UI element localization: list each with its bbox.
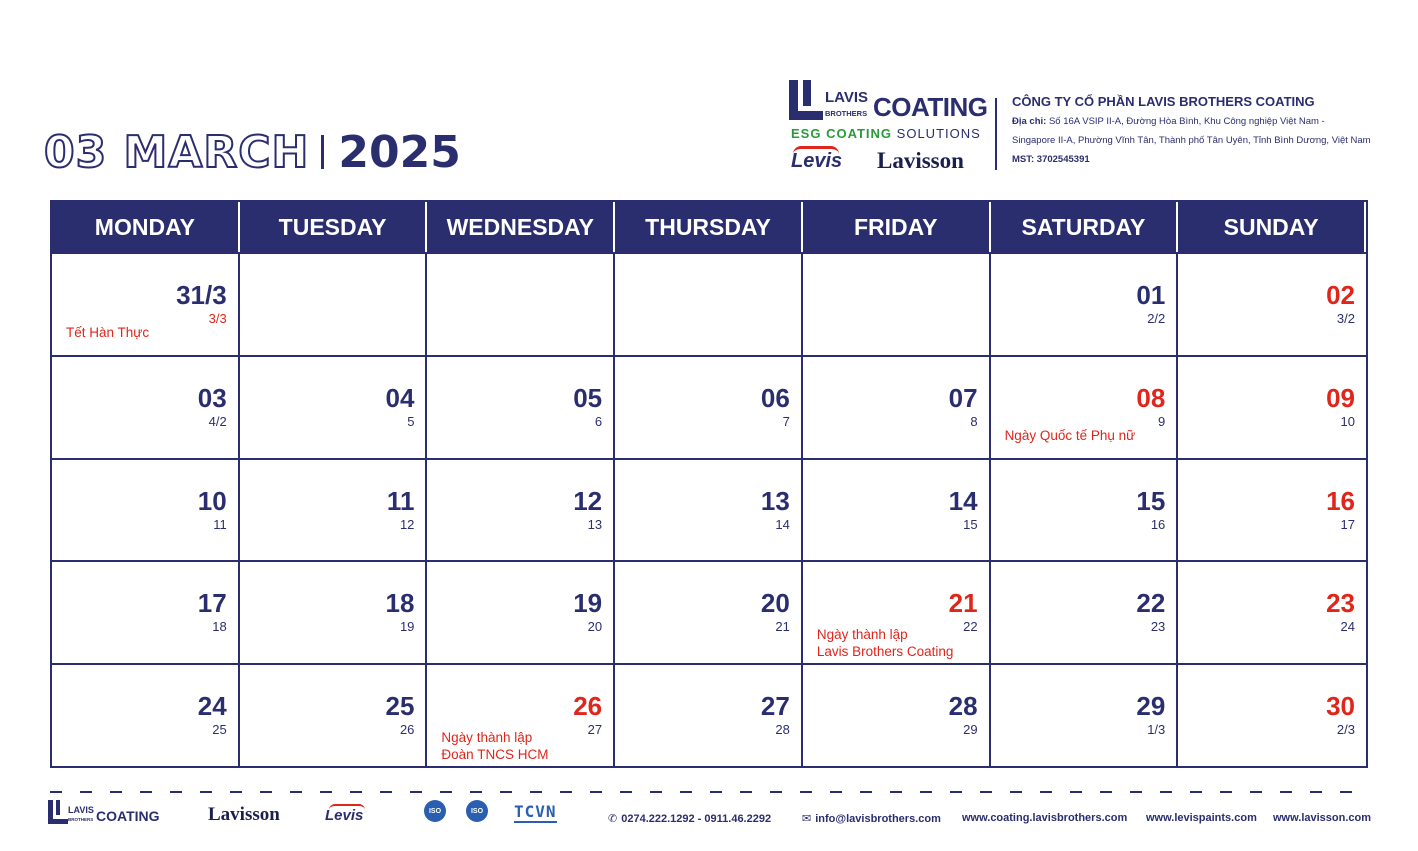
day-number: 31/3	[176, 280, 227, 310]
year-label: 2025	[338, 126, 461, 178]
phone-text: 0274.222.1292 - 0911.46.2292	[621, 813, 772, 825]
day-number: 23	[1326, 588, 1355, 619]
day-cell	[1178, 560, 1366, 663]
day-cell	[427, 355, 615, 458]
day-cell	[803, 560, 991, 663]
lunar-date: 6	[594, 413, 603, 429]
day-cell	[991, 355, 1179, 458]
phone-icon: ✆	[608, 813, 618, 825]
day-number: 13	[760, 485, 790, 516]
day-number: 06	[760, 382, 790, 413]
company-name: CÔNG TY CỔ PHẦN LAVIS BROTHERS COATING	[1012, 94, 1315, 109]
lunar-date: 5	[407, 413, 415, 429]
day-cell	[240, 458, 428, 561]
footer-phone	[608, 812, 771, 825]
lunar-date: 15	[963, 516, 978, 532]
lunar-date: 29	[963, 722, 978, 738]
day-number: 29	[1136, 691, 1166, 722]
holiday-note-line: Lavis Brothers Coating	[816, 644, 954, 660]
day-number: 30	[1326, 691, 1355, 722]
lunar-date: 25	[212, 722, 227, 738]
mail-icon: ✉	[802, 813, 812, 825]
footer-rainbow-arc-icon	[329, 804, 365, 810]
day-cell	[240, 560, 428, 663]
footer-coating: COATING	[96, 808, 160, 824]
holiday-note-line: Đoàn TNCS HCM	[441, 747, 549, 763]
lunar-date: 1/3	[1147, 722, 1166, 738]
lunar-date: 24	[1340, 619, 1355, 635]
brand-coating: COATING	[873, 92, 988, 122]
lunar-date: 2/2	[1147, 311, 1166, 326]
weekday-tuesday: TUESDAY	[240, 202, 428, 252]
day-number: 21	[948, 588, 978, 619]
day-number: 02	[1326, 280, 1355, 310]
day-number: 07	[948, 382, 978, 413]
day-cell	[803, 252, 991, 355]
lunar-date: 8	[970, 413, 978, 429]
lunar-date: 20	[587, 619, 603, 635]
lunar-date: 9	[1158, 413, 1166, 429]
day-number: 25	[385, 691, 415, 722]
lunar-date: 2/3	[1336, 722, 1355, 738]
holiday-note	[66, 324, 149, 341]
weekday-friday: FRIDAY	[803, 202, 991, 252]
day-cell	[803, 663, 991, 766]
lunar-date: 13	[587, 516, 603, 532]
day-number: 27	[760, 691, 790, 722]
day-cell	[991, 560, 1179, 663]
month-label: 03 MARCH	[44, 126, 310, 178]
lunar-date: 16	[1150, 516, 1166, 532]
header-divider	[995, 98, 997, 170]
company-tax-code: MST: 3702545391	[1012, 154, 1090, 165]
day-number: 14	[948, 485, 978, 516]
day-cell	[991, 252, 1179, 355]
day-number: 03	[197, 382, 227, 413]
lunar-date: 7	[782, 413, 790, 429]
day-cell	[1178, 663, 1366, 766]
day-cell	[427, 663, 615, 766]
holiday-note	[1005, 427, 1136, 444]
day-cell	[240, 663, 428, 766]
lunar-date: 17	[1340, 516, 1355, 532]
day-cell	[615, 560, 803, 663]
day-cell	[427, 252, 615, 355]
holiday-note-line: Ngày Quốc tế Phụ nữ	[1004, 427, 1136, 443]
levis-logo	[791, 150, 842, 173]
weekday-sunday: SUNDAY	[1178, 202, 1366, 252]
day-number: 10	[197, 485, 227, 516]
day-cell	[52, 560, 240, 663]
day-cell	[991, 663, 1179, 766]
company-address	[1012, 116, 1372, 128]
day-number: 20	[760, 588, 790, 619]
holiday-note	[817, 626, 954, 660]
day-number: 11	[386, 485, 415, 516]
logo-mark-sub: BROTHERS	[825, 109, 868, 118]
footer	[48, 798, 1370, 838]
footer-levis-text: Levis	[325, 807, 364, 824]
address-line-1: Số 16A VSIP II-A, Đường Hòa Bình, Khu Công nghiệp Việt Nam -	[1048, 116, 1325, 127]
company-info	[1012, 94, 1372, 166]
holiday-note-line: Tết Hàn Thực	[66, 325, 150, 340]
day-number: 04	[385, 382, 415, 413]
lunar-date: 10	[1340, 413, 1355, 429]
day-cell	[1178, 355, 1366, 458]
day-cell	[427, 560, 615, 663]
lunar-date: 27	[587, 722, 603, 738]
footer-dashed-divider	[50, 791, 1368, 793]
footer-levis-logo	[325, 807, 363, 824]
day-number: 16	[1326, 485, 1355, 516]
address-label: Địa chỉ:	[1012, 116, 1047, 127]
day-cell	[52, 355, 240, 458]
lunar-date: 23	[1150, 619, 1166, 635]
footer-web-levis[interactable]: www.levispaints.com	[1146, 812, 1257, 824]
lunar-date: 26	[399, 722, 415, 738]
lunar-date: 22	[963, 619, 978, 635]
day-cell	[240, 252, 428, 355]
day-number: 24	[197, 691, 227, 722]
footer-web-coating[interactable]: www.coating.lavisbrothers.com	[962, 812, 1128, 824]
footer-mark-sub: BROTHERS	[68, 817, 94, 822]
day-cell	[52, 458, 240, 561]
email-text: info@lavisbrothers.com	[815, 813, 941, 825]
lavisson-logo: Lavisson	[877, 148, 964, 173]
rainbow-arc-icon	[793, 146, 839, 154]
day-number: 01	[1136, 280, 1166, 310]
tagline-solutions: SOLUTIONS	[896, 126, 981, 141]
day-number: 19	[573, 588, 603, 619]
lunar-date: 12	[399, 516, 415, 532]
lunar-date: 14	[775, 516, 790, 532]
day-cell	[240, 355, 428, 458]
day-cell	[615, 663, 803, 766]
day-number: 15	[1136, 485, 1166, 516]
day-cell	[615, 355, 803, 458]
calendar-grid	[50, 200, 1368, 768]
tagline-esg: ESG COATING	[791, 126, 893, 141]
lunar-date: 19	[399, 619, 415, 635]
weekday-wednesday: WEDNESDAY	[427, 202, 615, 252]
footer-web-lavisson[interactable]: www.lavisson.com	[1273, 812, 1372, 824]
holiday-note	[441, 729, 548, 763]
title-divider	[321, 135, 324, 169]
brand-tagline	[791, 126, 981, 141]
day-number: 26	[573, 691, 603, 722]
holiday-note-line: Ngày thành lập	[816, 627, 908, 643]
brand-logo-block	[789, 78, 988, 178]
day-cell	[427, 458, 615, 561]
day-number: 08	[1136, 382, 1166, 413]
day-number: 18	[385, 588, 415, 619]
logo-mark-text: LAVIS	[825, 89, 869, 106]
day-cell	[803, 355, 991, 458]
day-cell	[1178, 252, 1366, 355]
day-cell	[52, 252, 240, 355]
lunar-date: 21	[775, 619, 790, 635]
lunar-date: 4/2	[208, 413, 227, 429]
day-cell	[615, 252, 803, 355]
tcvn-logo: TCVN	[514, 802, 557, 821]
lavis-logo-icon	[789, 80, 869, 120]
lunar-date: 11	[213, 516, 227, 532]
weekday-monday: MONDAY	[52, 202, 240, 252]
footer-lavisson-logo: Lavisson	[208, 804, 280, 825]
lavis-logo-small-icon	[48, 800, 94, 824]
lunar-date: 18	[212, 619, 227, 635]
footer-email[interactable]	[802, 812, 941, 825]
day-cell	[1178, 458, 1366, 561]
levis-logo-text: Levis	[791, 150, 843, 172]
day-number: 22	[1136, 588, 1166, 619]
day-cell	[803, 458, 991, 561]
calendar-title	[44, 124, 461, 180]
day-number: 05	[573, 382, 603, 413]
lunar-date: 3/3	[208, 311, 227, 326]
weekday-saturday: SATURDAY	[991, 202, 1179, 252]
holiday-note-line: Ngày thành lập	[441, 730, 533, 746]
day-cell	[52, 663, 240, 766]
weekday-thursday: THURSDAY	[615, 202, 803, 252]
day-number: 28	[948, 691, 978, 722]
day-number: 17	[197, 588, 227, 619]
lunar-date: 3/2	[1336, 311, 1355, 326]
lunar-date: 28	[775, 722, 790, 738]
address-line-2: Singapore II-A, Phường Vĩnh Tân, Thành phố Tân Uyên, Tỉnh Bình Dương, Việt Nam	[1012, 135, 1371, 146]
iso-14001-badge-icon: ISO	[466, 800, 488, 822]
iso-9001-badge-icon: ISO	[424, 800, 446, 822]
day-cell	[615, 458, 803, 561]
footer-mark-text: LAVIS	[68, 805, 94, 815]
day-number: 12	[573, 485, 603, 516]
day-number: 09	[1326, 382, 1355, 413]
day-cell	[991, 458, 1179, 561]
